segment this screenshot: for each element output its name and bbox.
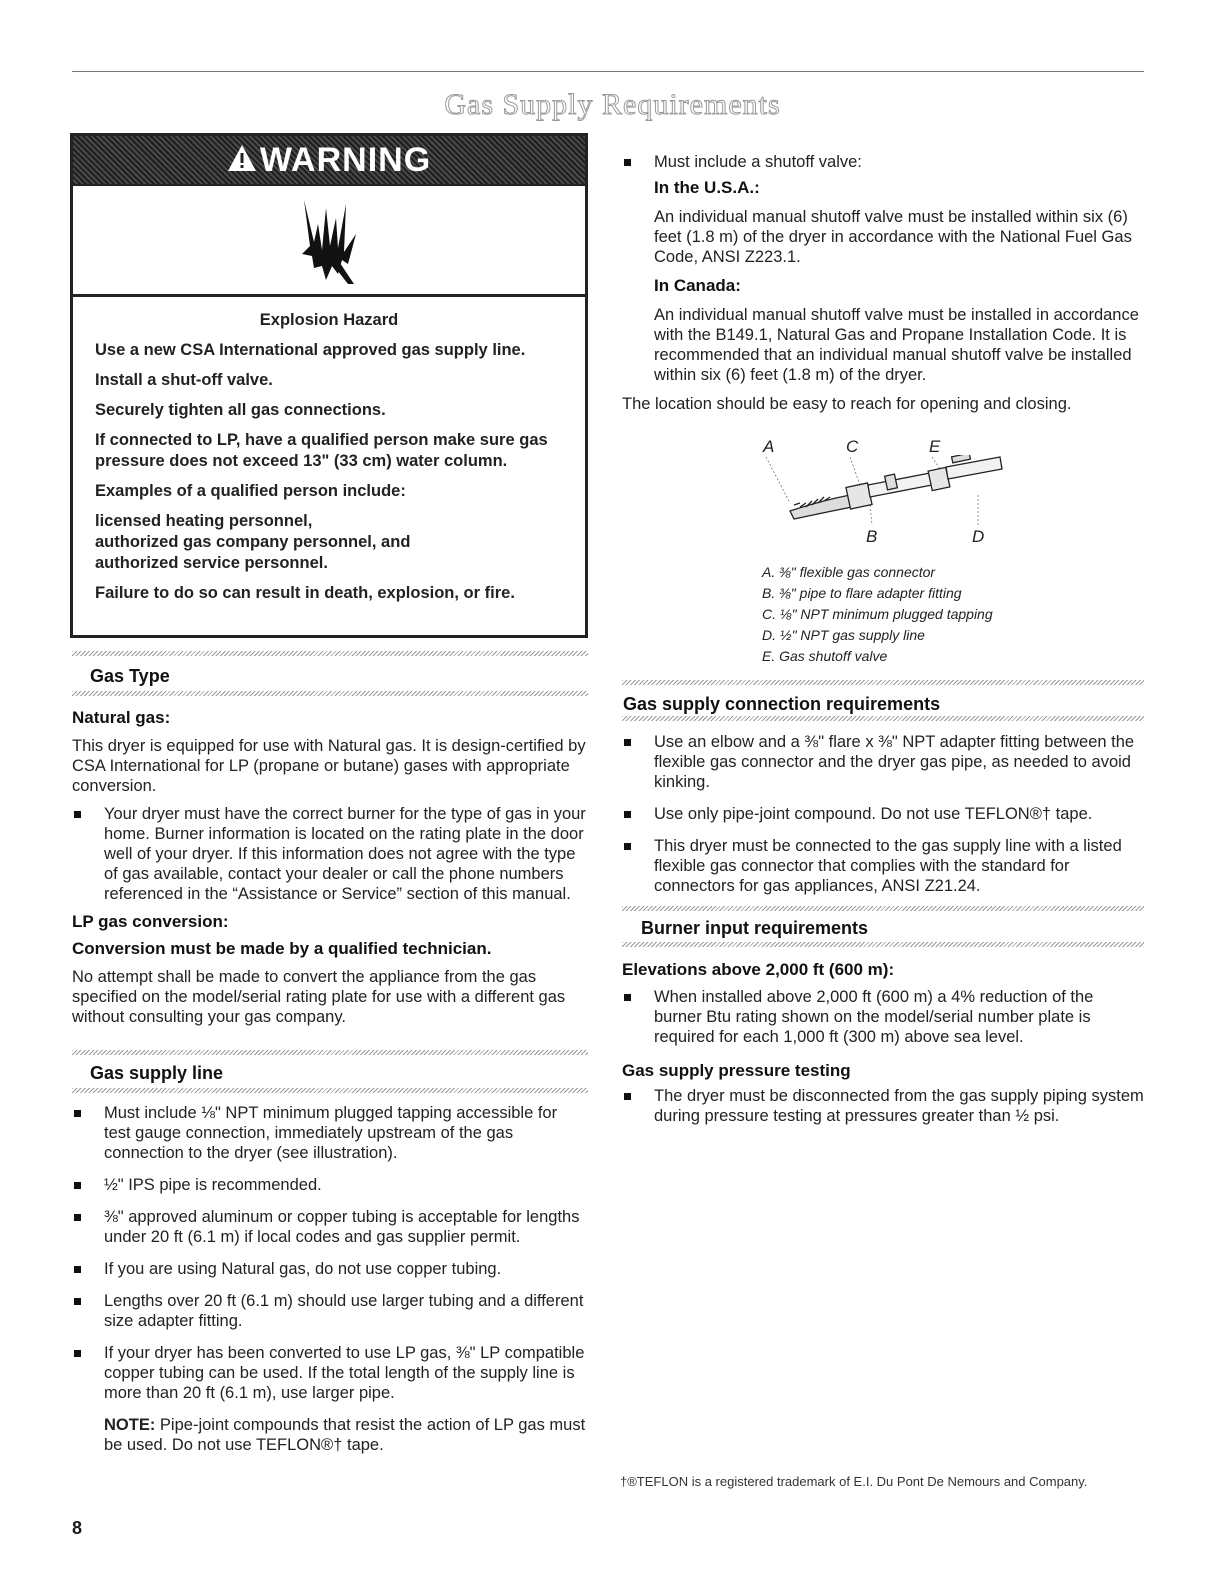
lp-conversion-heading: LP gas conversion: [72, 912, 229, 931]
natural-gas-text: This dryer is equipped for use with Natural gas. It is design-certified by CSA International for LP (propane or butane) gases with appropriate conversion. [72, 737, 586, 795]
gas-supply-line-title: Gas supply line [90, 1063, 224, 1083]
canada-text: An individual manual shutoff valve must be installed in accordance with the B149.1, Natural Gas and Propane Installation Code. It is recommended that an individual manual shutoff valve be installed within six (6) feet (1.8 m) of the dryer. [654, 306, 1139, 384]
explosion-icon [298, 194, 360, 286]
list-item: Your dryer must have the correct burner for the type of gas in your home. Burner information is located on the rating plate in the door well of your dryer. If this information does not agree with the type of gas available, contact your dealer or call the phone numbers referenced in the “Assistance or Service” section of this manual. [72, 804, 588, 904]
diagram-label-b: B [866, 527, 878, 546]
section-rule [622, 906, 1144, 911]
diagram-caption: A. ⅜" flexible gas connector [762, 564, 936, 580]
warning-line: Securely tighten all gas connections. [95, 401, 386, 419]
gas-type-title: Gas Type [90, 666, 170, 686]
list-item: If your dryer has been converted to use LP gas, ⅜" LP compatible copper tubing can be used. If the total length of the supply line is more than 20 ft (6.1 m), use larger pipe. [72, 1343, 588, 1403]
page-number: 8 [72, 1518, 83, 1538]
lp-conversion-text: No attempt shall be made to convert the appliance from the gas specified on the model/serial rating plate for use with a different gas without consulting your gas company. [72, 968, 566, 1026]
warning-line: Failure to do so can result in death, explosion, or fire. [95, 584, 515, 602]
location-text: The location should be easy to reach for opening and closing. [622, 395, 1072, 413]
warning-triangle-icon [227, 144, 257, 177]
burner-title: Burner input requirements [641, 918, 869, 938]
usa-text: An individual manual shutoff valve must be installed within six (6) feet (1.8 m) of the dryer in accordance with the National Fuel Gas Code, ANSI Z223.1. [654, 208, 1132, 266]
page-title: Gas Supply Requirements [444, 88, 781, 121]
list-item: If you are using Natural gas, do not use copper tubing. [72, 1259, 588, 1279]
list-item: ½" IPS pipe is recommended. [72, 1175, 588, 1195]
diagram-caption: B. ⅜" pipe to flare adapter fitting [762, 585, 962, 601]
list-item: The dryer must be disconnected from the gas supply piping system during pressure testing at pressures greater than ½ psi. [622, 1086, 1144, 1126]
warning-line: licensed heating personnel, [95, 512, 313, 530]
list-item: Must include ⅛" NPT minimum plugged tapping accessible for test gauge connection, immediately upstream of the gas connection to the dryer (see illustration). [72, 1103, 588, 1163]
warning-line: If connected to LP, have a qualified person make sure gas pressure does not exceed 13" (33 cm) water column. [95, 431, 548, 470]
note-label: NOTE: [104, 1416, 156, 1434]
warning-line: Install a shut-off valve. [95, 371, 273, 389]
warning-line: authorized service personnel. [95, 554, 328, 572]
gas-connection-diagram [760, 455, 1010, 527]
diagram-label-d: D [972, 527, 985, 546]
warning-line: authorized gas company personnel, and [95, 533, 411, 551]
section-rule [622, 716, 1144, 721]
list-item: When installed above 2,000 ft (600 m) a 4% reduction of the burner Btu rating shown on the model/serial number plate is required for each 1,000 ft (300 m) above sea level. [622, 987, 1144, 1047]
section-rule [622, 942, 1144, 947]
section-rule [622, 680, 1144, 685]
list-item: Lengths over 20 ft (6.1 m) should use larger tubing and a different size adapter fitting. [72, 1291, 588, 1331]
footnote: †®TEFLON is a registered trademark of E.I. Du Pont De Nemours and Company. [620, 1474, 1088, 1489]
explosion-icon-area [73, 186, 585, 297]
natural-gas-heading: Natural gas: [72, 708, 171, 727]
list-item: Use only pipe-joint compound. Do not use TEFLON®† tape. [622, 804, 1144, 824]
usa-heading: In the U.S.A.: [654, 178, 760, 197]
pressure-testing-heading: Gas supply pressure testing [622, 1061, 851, 1080]
connection-title: Gas supply connection requirements [623, 694, 941, 714]
warning-line: Examples of a qualified person include: [95, 482, 406, 500]
diagram-label-a: A [763, 437, 775, 456]
warning-word: WARNING [259, 140, 432, 179]
diagram-caption: D. ½" NPT gas supply line [762, 627, 925, 643]
list-item: This dryer must be connected to the gas supply line with a listed flexible gas connector that complies with the standard for connectors for gas appliances, ANSI Z21.24. [622, 836, 1144, 896]
list-item: ⅜" approved aluminum or copper tubing is acceptable for lengths under 20 ft (6.1 m) if local codes and gas supplier permit. [72, 1207, 588, 1247]
section-rule [72, 691, 588, 696]
lp-conversion-subheading: Conversion must be made by a qualified technician. [72, 939, 492, 958]
section-rule [72, 651, 588, 656]
elevation-heading: Elevations above 2,000 ft (600 m): [622, 960, 895, 979]
top-rule [72, 71, 1144, 72]
diagram-label-c: C [846, 437, 859, 456]
section-rule [72, 1050, 588, 1055]
note-text: Pipe-joint compounds that resist the action of LP gas must be used. Do not use TEFLON®† tape. [104, 1416, 586, 1454]
canada-heading: In Canada: [654, 276, 741, 295]
list-item: Must include a shutoff valve: [622, 152, 1144, 172]
diagram-caption: E. Gas shutoff valve [762, 648, 888, 664]
warning-heading: Explosion Hazard [259, 311, 399, 329]
diagram-caption: C. ⅛" NPT minimum plugged tapping [762, 606, 993, 622]
warning-line: Use a new CSA International approved gas supply line. [95, 341, 526, 359]
warning-box [70, 133, 588, 638]
section-rule [72, 1088, 588, 1093]
diagram-label-e: E [929, 437, 941, 456]
list-item: Use an elbow and a ⅜" flare x ⅜" NPT adapter fitting between the flexible gas connector and the dryer gas pipe, as needed to avoid kinking. [622, 732, 1144, 792]
